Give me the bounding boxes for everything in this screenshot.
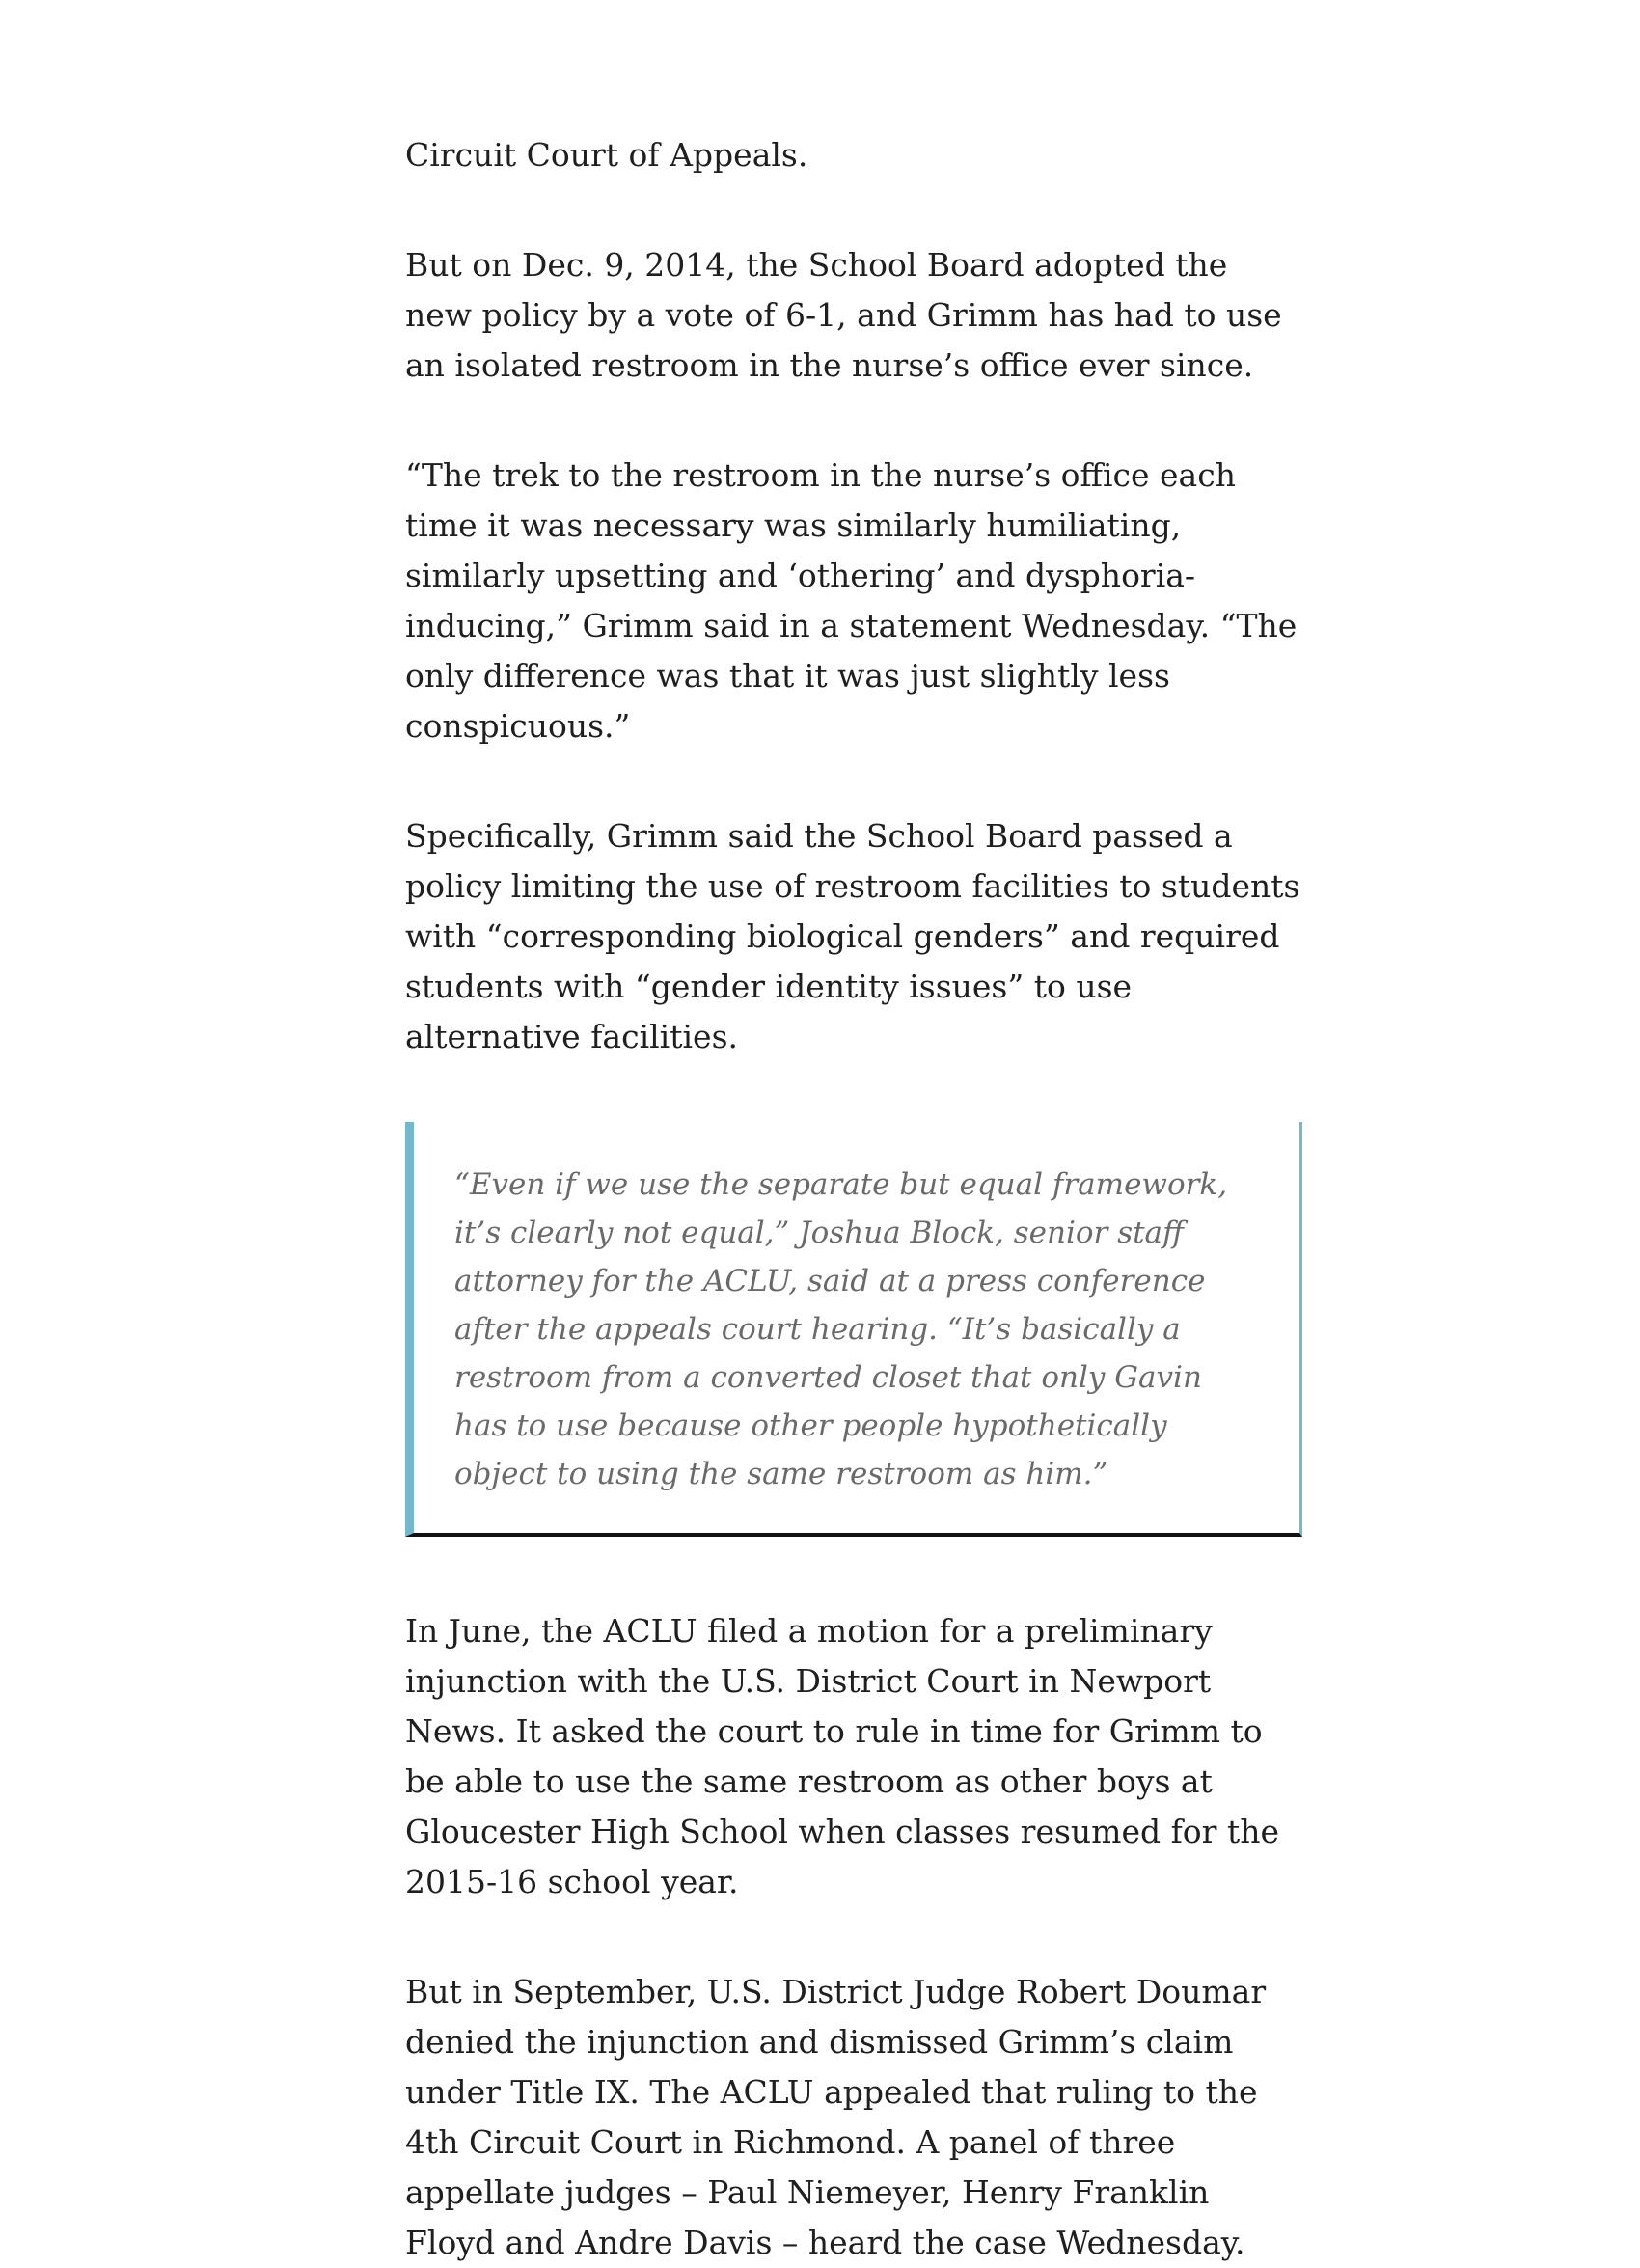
article-body (405, 130, 1302, 2268)
paragraph-6: But in September, U.S. District Judge Robert Doumar denied the injunction and dismissed Grimm’s claim under Title IX. The ACLU appealed that ruling to the 4th Circuit Court in Richmond. A panel of three appellate judges – Paul Niemeyer, Henry Franklin Floyd and Andre Davis – heard the case Wednesday. (405, 1973, 1267, 2261)
paragraph-5: In June, the ACLU filed a motion for a preliminary injunction with the U.S. District Court in Newport News. It asked the court to rule in time for Grimm to be able to use the same restroom as other boys at Gloucester High School when classes resumed for the 2015-16 school year. (405, 1612, 1279, 1900)
paragraph-4: Specifically, Grimm said the School Board passed a policy limiting the use of restroom facilities to students with “corresponding biological genders” and required students with “gender identity issues” to use alternative facilities. (405, 817, 1300, 1055)
pull-quote-text: “Even if we use the separate but equal framework, it’s clearly not equal,” Joshua Block, senior staff attorney for the ACLU, said at a press conference after the appeals court hearing. “It’s basically a restroom from a converted closet that only Gavin has to use because other people hypothetically object to using the same restroom as him.” (454, 1167, 1228, 1491)
paragraph-2: But on Dec. 9, 2014, the School Board adopted the new policy by a vote of 6-1, and Grimm has had to use an isolated restroom in the nurse’s office ever since. (405, 246, 1282, 384)
paragraph-1: Circuit Court of Appeals. (405, 136, 808, 174)
pull-quote (405, 1122, 1302, 1537)
paragraph-3: “The trek to the restroom in the nurse’s office each time it was necessary was similarly humiliating, similarly upsetting and ‘othering’ and dysphoria-inducing,” Grimm said in a statement Wednesday. “The only difference was that it was just slightly less conspicuous.” (405, 456, 1298, 745)
